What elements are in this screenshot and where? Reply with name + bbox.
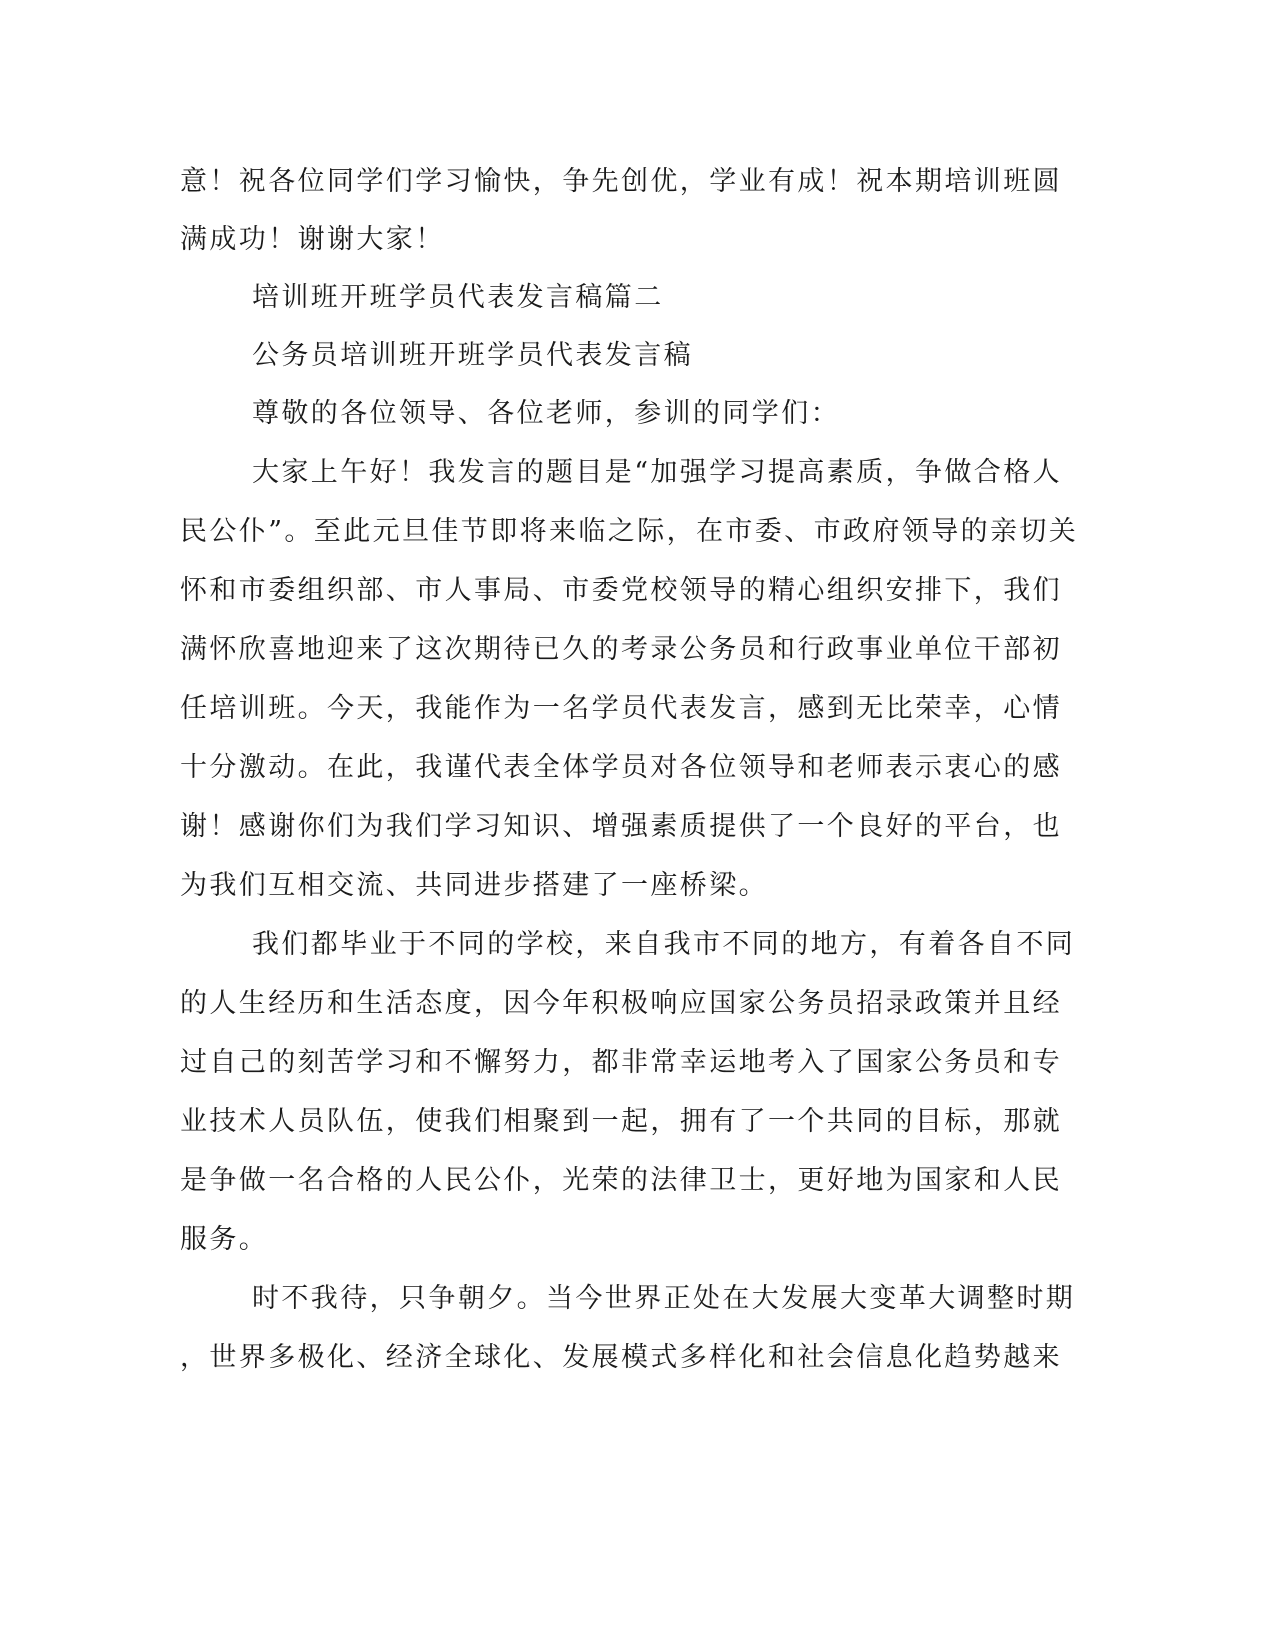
text-line: 业技术人员队伍，使我们相聚到一起，拥有了一个共同的目标，那就 <box>180 1106 1062 1137</box>
text-line: 为我们互相交流、共同进步搭建了一座桥梁。 <box>180 870 768 901</box>
text-line: 谢！感谢你们为我们学习知识、增强素质提供了一个良好的平台，也 <box>180 811 1062 842</box>
text-line: 十分激动。在此，我谨代表全体学员对各位领导和老师表示衷心的感 <box>180 752 1062 783</box>
text-line: 民公仆”。至此元旦佳节即将来临之际，在市委、市政府领导的亲切关 <box>180 516 1079 547</box>
text-line: ，世界多极化、经济全球化、发展模式多样化和社会信息化趋势越来 <box>180 1342 1062 1373</box>
text-line: 我们都毕业于不同的学校，来自我市不同的地方，有着各自不同 <box>252 929 1076 960</box>
text-line: 大家上午好！我发言的题目是“加强学习提高素质，争做合格人 <box>252 457 1063 488</box>
text-line: 服务。 <box>180 1224 269 1255</box>
text-line: 过自己的刻苦学习和不懈努力，都非常幸运地考入了国家公务员和专 <box>180 1047 1062 1078</box>
salutation: 尊敬的各位领导、各位老师，参训的同学们： <box>252 398 840 429</box>
section-heading: 培训班开班学员代表发言稿篇二 <box>252 282 664 313</box>
text-line: 任培训班。今天，我能作为一名学员代表发言，感到无比荣幸，心情 <box>180 693 1062 724</box>
text-line: 是争做一名合格的人民公仆，光荣的法律卫士，更好地为国家和人民 <box>180 1165 1062 1196</box>
text-line: 满怀欣喜地迎来了这次期待已久的考录公务员和行政事业单位干部初 <box>180 634 1062 665</box>
speech-title: 公务员培训班开班学员代表发言稿 <box>252 340 693 371</box>
text-line: 的人生经历和生活态度，因今年积极响应国家公务员招录政策并且经 <box>180 988 1062 1019</box>
text-line: 时不我待，只争朝夕。当今世界正处在大发展大变革大调整时期 <box>252 1283 1076 1314</box>
text-line: 怀和市委组织部、市人事局、市委党校领导的精心组织安排下，我们 <box>180 575 1062 606</box>
text-line: 意！祝各位同学们学习愉快，争先创优，学业有成！祝本期培训班圆 <box>180 166 1062 197</box>
text-line: 满成功！谢谢大家！ <box>180 224 445 255</box>
